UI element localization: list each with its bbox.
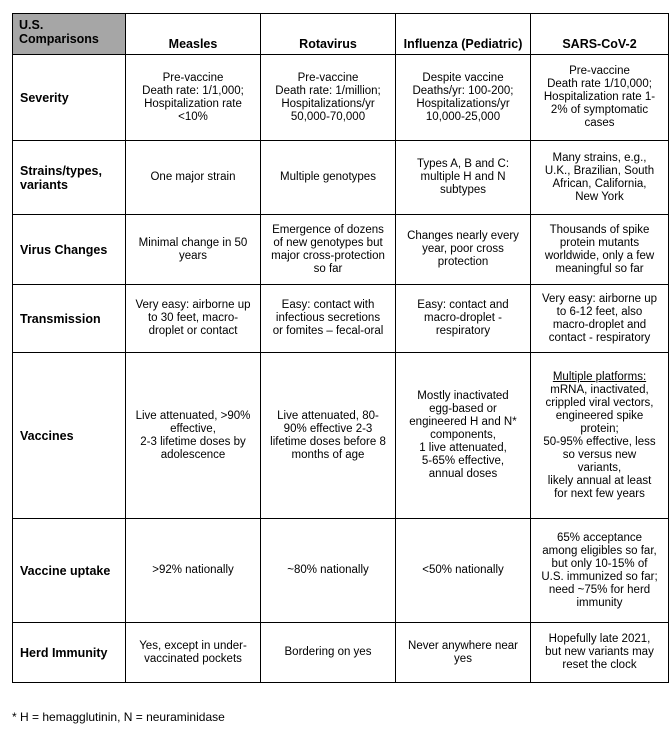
cell-line: subtypes [439, 184, 487, 196]
table-row-severity [13, 55, 669, 141]
cell-line: Easy: contact with [281, 299, 375, 311]
cell-line: Hospitalization rate [144, 97, 242, 110]
cell-line: One major strain [150, 171, 236, 183]
table-cell-vaccine-uptake-sars-cov-2 [531, 519, 669, 623]
cell-line: Hospitalizations/yr [416, 97, 510, 110]
row-header-line: Severity [20, 90, 69, 105]
cell-line: months of age [291, 448, 365, 461]
cell-line: Despite vaccine [422, 71, 504, 84]
cell-line: 1 live attenuated, [419, 442, 507, 454]
cell-line: Pre-vaccine [569, 65, 630, 77]
cell-line: but new variants may [545, 646, 654, 658]
table-row-transmission [13, 285, 669, 353]
cell-line: Deaths/yr: 100-200; [412, 84, 514, 97]
cell-line: years [178, 249, 208, 262]
cell-line: Very easy: airborne up [541, 292, 658, 305]
cell-line: for next few years [554, 487, 645, 500]
cell-line: Minimal change in 50 [138, 236, 248, 249]
cell-line: 90% effective 2-3 [283, 422, 373, 435]
cell-line: among eligibles so far, [542, 544, 657, 557]
cell-line: Mostly inactivated [417, 390, 509, 402]
table-cell-transmission-sars-cov-2 [531, 285, 669, 353]
row-header-vaccines [13, 353, 126, 519]
table-cell-vaccines-measles [126, 353, 261, 519]
cell-line: protection [437, 256, 489, 268]
table-cell-herd-immunity-sars-cov-2 [531, 623, 669, 683]
table-row-vaccines [13, 353, 669, 519]
row-header-herd-immunity [13, 623, 126, 683]
cell-line: Easy: contact and [417, 299, 509, 311]
footnote: * H = hemagglutinin, N = neuraminidase [12, 710, 225, 724]
cell-line: major cross-protection [271, 249, 385, 262]
row-header-strains-variants [13, 141, 126, 215]
cell-line: 5-65% effective, [421, 455, 505, 467]
column-header-line: (Pediatric) [461, 37, 523, 51]
row-header-line: Herd Immunity [20, 645, 108, 660]
row-header-severity [13, 55, 126, 141]
table-cell-severity-measles [126, 55, 261, 141]
cell-line: multiple H and N [420, 171, 506, 183]
cell-line: Types A, B and C: [416, 158, 510, 170]
cell-line: engineered spike [555, 409, 644, 422]
table-cell-strains-variants-measles [126, 141, 261, 215]
cell-line: worldwide, only a few [544, 249, 655, 262]
table-body [13, 55, 669, 683]
cell-line: 2-3 lifetime doses by [140, 435, 246, 448]
row-header-line: Virus Changes [20, 242, 108, 257]
cell-line: 2% of symptomatic [550, 104, 649, 116]
cell-line: contact - respiratory [548, 331, 651, 344]
column-header-influenza [396, 14, 531, 55]
cell-line: Emergence of dozens [272, 223, 384, 236]
cell-line: 10,000-25,000 [425, 110, 501, 123]
table-cell-vaccine-uptake-rotavirus [261, 519, 396, 623]
cell-line: lifetime doses before 8 [270, 435, 386, 448]
column-header-line: Measles [168, 37, 218, 51]
cell-line: Multiple platforms: [552, 370, 647, 383]
cell-line: components, [430, 429, 496, 441]
cell-line: Live attenuated, 80- [277, 409, 379, 422]
cell-line: Multiple genotypes [280, 171, 376, 183]
cell-line: or fomites – fecal-oral [272, 325, 384, 337]
cell-line: Changes nearly every [407, 230, 519, 242]
cell-line: of new genotypes but [273, 236, 383, 249]
cell-line: Pre-vaccine [297, 71, 359, 84]
cell-line: <50% nationally [422, 564, 504, 576]
cell-line: 50,000-70,000 [290, 110, 366, 123]
comparison-table [12, 13, 669, 683]
column-header-line: Rotavirus [299, 37, 357, 51]
table-cell-vaccines-sars-cov-2 [531, 353, 669, 519]
cell-line: but only 10-15% of [551, 557, 648, 570]
cell-line: mRNA, inactivated, [550, 383, 649, 396]
table-cell-herd-immunity-measles [126, 623, 261, 683]
table-row-virus-changes [13, 215, 669, 285]
cell-line: variants, [577, 461, 622, 474]
table-cell-transmission-influenza [396, 285, 531, 353]
cell-line: macro-droplet and [552, 318, 647, 331]
cell-line: adolescence [160, 448, 226, 461]
cell-line: annual doses [428, 468, 498, 480]
corner-header-line: Comparisons [19, 32, 99, 46]
table-cell-transmission-rotavirus [261, 285, 396, 353]
cell-line: year, poor cross [422, 243, 504, 255]
table-cell-virus-changes-rotavirus [261, 215, 396, 285]
cell-line: macro-droplet - [424, 312, 502, 324]
row-header-virus-changes [13, 215, 126, 285]
cell-line: U.S. immunized so far; [541, 570, 658, 583]
table-cell-strains-variants-rotavirus [261, 141, 396, 215]
table-cell-transmission-measles [126, 285, 261, 353]
row-header-line: Strains/types, [20, 163, 102, 178]
cell-line: reset the clock [562, 659, 637, 671]
cell-line: immunity [576, 596, 623, 609]
table-header-row [13, 14, 669, 55]
cell-line: egg-based or [429, 403, 497, 415]
cell-line: protein mutants [559, 236, 640, 249]
cell-line: Many strains, e.g., [552, 151, 647, 164]
table-row-strains-variants [13, 141, 669, 215]
row-header-line: variants [20, 177, 68, 192]
cell-line: vaccinated pockets [144, 652, 242, 665]
corner-header [13, 14, 126, 55]
cell-line: droplet or contact [148, 325, 238, 337]
row-header-line: Vaccines [20, 428, 74, 443]
cell-line: crippled viral vectors, [545, 396, 654, 409]
cell-line: Death rate: 1/million; [275, 84, 381, 97]
cell-line: likely annual at least [547, 474, 652, 487]
table-cell-virus-changes-sars-cov-2 [531, 215, 669, 285]
cell-line: Hospitalization rate 1- [543, 91, 656, 103]
column-header-sars-cov-2 [531, 14, 669, 55]
cell-line: to 30 feet, macro- [147, 312, 239, 324]
table-cell-vaccines-influenza [396, 353, 531, 519]
row-header-vaccine-uptake [13, 519, 126, 623]
table-cell-herd-immunity-influenza [396, 623, 531, 683]
row-header-line: Vaccine uptake [20, 563, 111, 578]
table-cell-strains-variants-influenza [396, 141, 531, 215]
table-cell-vaccine-uptake-measles [126, 519, 261, 623]
cell-line: >92% nationally [152, 564, 234, 576]
column-header-rotavirus [261, 14, 396, 55]
table-row-vaccine-uptake [13, 519, 669, 623]
cell-line: ~80% nationally [287, 564, 369, 576]
cell-line: to 6-12 feet, also [556, 305, 643, 318]
table-cell-virus-changes-measles [126, 215, 261, 285]
table-cell-severity-sars-cov-2 [531, 55, 669, 141]
column-header-line: Influenza [403, 37, 458, 51]
corner-header-line: U.S. [19, 18, 44, 32]
cell-line: infectious secretions [275, 312, 381, 324]
cell-line: U.K., Brazilian, South [544, 164, 655, 177]
table-cell-severity-rotavirus [261, 55, 396, 141]
cell-line: New York [575, 190, 624, 203]
row-header-transmission [13, 285, 126, 353]
cell-line: Thousands of spike [549, 223, 650, 236]
cell-line: 50-95% effective, less [543, 435, 656, 448]
column-header-line: SARS-CoV-2 [562, 37, 637, 51]
cell-line: Very easy: airborne up [135, 299, 251, 311]
cell-line: Yes, except in under- [139, 639, 247, 652]
cell-line: Hospitalizations/yr [281, 97, 375, 110]
cell-line: so versus new [562, 448, 637, 461]
table-cell-vaccine-uptake-influenza [396, 519, 531, 623]
table-cell-vaccines-rotavirus [261, 353, 396, 519]
cell-line: need ~75% for herd [548, 583, 651, 596]
row-header-line: Transmission [20, 311, 101, 326]
table-cell-herd-immunity-rotavirus [261, 623, 396, 683]
cell-line: Death rate 1/10,000; [547, 78, 652, 90]
column-header-measles [126, 14, 261, 55]
cell-line: Never anywhere near [408, 639, 518, 652]
cell-line: 65% acceptance [556, 531, 643, 544]
cell-line: Death rate: 1/1,000; [142, 84, 244, 97]
cell-line: Hopefully late 2021, [548, 633, 651, 645]
cell-line: respiratory [435, 325, 491, 337]
cell-line: Bordering on yes [284, 646, 372, 658]
table-cell-virus-changes-influenza [396, 215, 531, 285]
cell-line: meaningful so far [555, 262, 644, 275]
cell-line: so far [313, 262, 343, 275]
cell-line: yes [454, 652, 472, 665]
cell-line: <10% [178, 110, 208, 123]
table-cell-strains-variants-sars-cov-2 [531, 141, 669, 215]
table-row-herd-immunity [13, 623, 669, 683]
cell-line: protein; [580, 422, 619, 435]
cell-line: engineered H and N* [409, 416, 517, 428]
cell-line: Pre-vaccine [162, 71, 224, 84]
cell-line: effective, [170, 422, 216, 435]
cell-line: African, California, [552, 177, 647, 190]
cell-line: Live attenuated, >90% [135, 409, 251, 422]
table-cell-severity-influenza [396, 55, 531, 141]
cell-line: cases [584, 117, 615, 129]
